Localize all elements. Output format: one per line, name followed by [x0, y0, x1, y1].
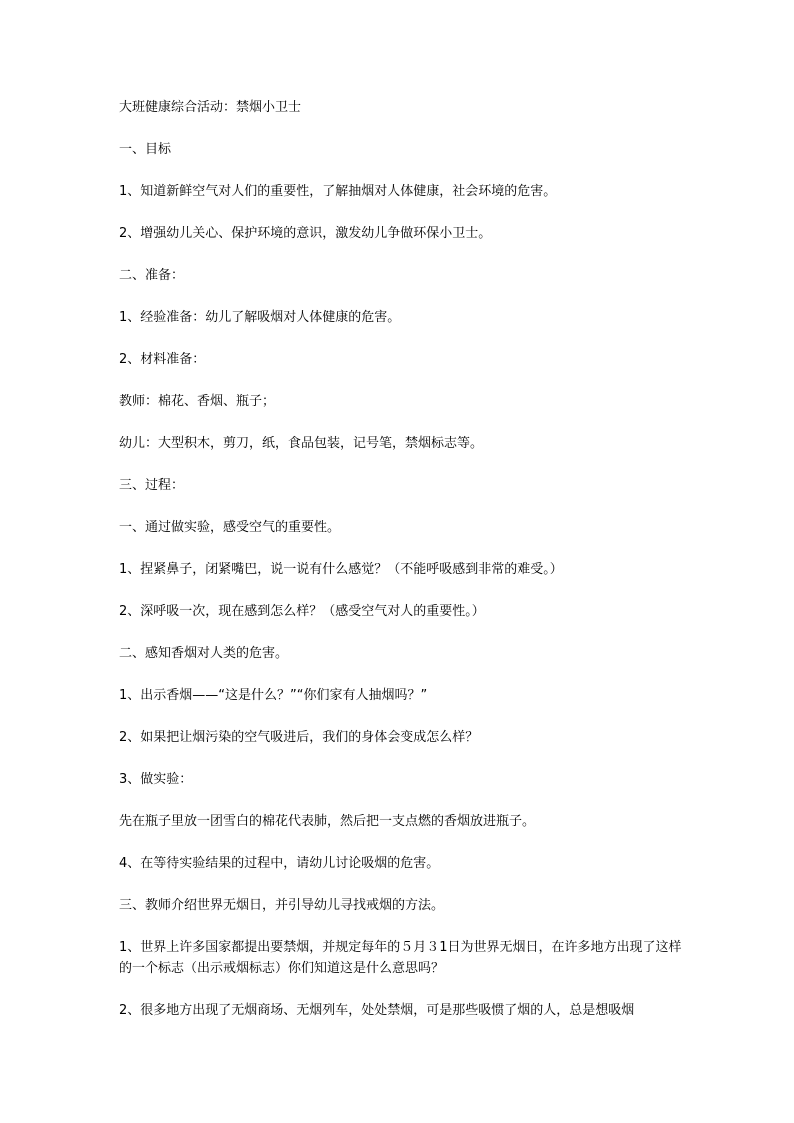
- paragraph: 4、在等待实验结果的过程中，请幼儿讨论吸烟的危害。: [119, 856, 440, 871]
- paragraph: 3、做实验：: [119, 772, 193, 787]
- paragraph: 先在瓶子里放一团雪白的棉花代表肺，然后把一支点燃的香烟放进瓶子。: [119, 814, 536, 829]
- paragraph: 教师：棉花、香烟、瓶子；: [119, 394, 276, 409]
- paragraph: 2、深呼吸一次，现在感到怎么样？（感受空气对人的重要性。）: [119, 604, 485, 619]
- section-heading-preparation: 二、准备：: [119, 268, 185, 283]
- paragraph: 2、材料准备：: [119, 352, 206, 367]
- subsection-heading: 一、通过做实验，感受空气的重要性。: [119, 520, 341, 535]
- paragraph: 1、经验准备：幼儿了解吸烟对人体健康的危害。: [119, 310, 401, 325]
- document-title: 大班健康综合活动：禁烟小卫士: [119, 100, 302, 115]
- paragraph: 1、知道新鲜空气对人们的重要性，了解抽烟对人体健康，社会环境的危害。: [119, 184, 557, 199]
- paragraph: 1、出示香烟——“这是什么？”“你们家有人抽烟吗？”: [119, 688, 428, 703]
- paragraph: 1、捏紧鼻子，闭紧嘴巴，说一说有什么感觉？（不能呼吸感到非常的难受。）: [119, 562, 563, 577]
- paragraph: 1、世界上许多国家都提出要禁烟，并规定每年的５月３1日为世界无烟日，在许多地方出现了这样的一个标志（出示戒烟标志）你们知道这是什么意思吗？: [119, 940, 682, 976]
- section-heading-goals: 一、目标: [119, 142, 172, 157]
- paragraph: 幼儿：大型积木，剪刀，纸，食品包装，记号笔，禁烟标志等。: [119, 436, 484, 451]
- section-heading-process: 三、过程：: [119, 478, 185, 493]
- paragraph: 2、增强幼儿关心、保护环境的意识，激发幼儿争做环保小卫士。: [119, 226, 492, 241]
- subsection-heading: 三、教师介绍世界无烟日，并引导幼儿寻找戒烟的方法。: [119, 898, 445, 913]
- paragraph: 2、很多地方出现了无烟商场、无烟列车，处处禁烟，可是那些吸惯了烟的人，总是想吸烟: [119, 1003, 635, 1018]
- paragraph: 2、如果把让烟污染的空气吸进后，我们的身体会变成怎么样？: [119, 730, 479, 745]
- document-body: [119, 97, 685, 1042]
- subsection-heading: 二、感知香烟对人类的危害。: [119, 646, 289, 661]
